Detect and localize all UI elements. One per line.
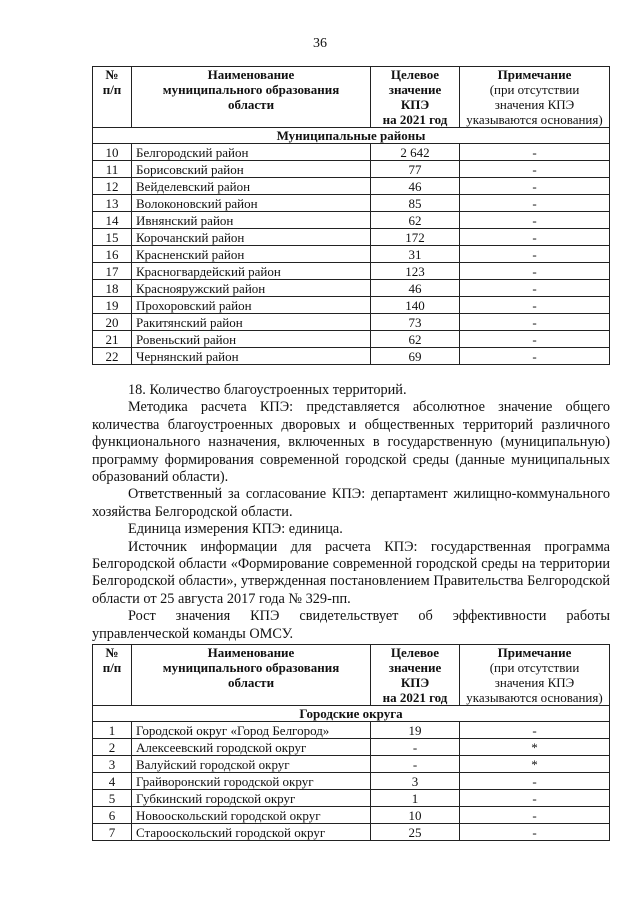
page-number: 36	[313, 36, 327, 51]
header-note-line: указываются основания)	[466, 690, 603, 705]
row-name: Волоконовский район	[132, 195, 371, 212]
row-name: Краснояружский район	[132, 280, 371, 297]
table-row	[93, 722, 610, 739]
row-target-value: 3	[371, 773, 460, 790]
row-name: Прохоровский район	[132, 297, 371, 314]
kpe-description	[92, 382, 610, 643]
row-target-value: 73	[371, 314, 460, 331]
growth-paragraph: Рост значения КПЭ свидетельствует об эффективности работы управленческой команды ОМСУ.	[92, 608, 610, 642]
header-name	[132, 67, 371, 128]
header-num-line: №	[105, 67, 119, 82]
row-target-value: 2 642	[371, 144, 460, 161]
row-target-value: 85	[371, 195, 460, 212]
row-name: Красненский район	[132, 246, 371, 263]
row-note: *	[460, 756, 610, 773]
row-target-value: 46	[371, 280, 460, 297]
row-number: 19	[93, 297, 132, 314]
header-num-line: п/п	[102, 82, 122, 97]
row-name: Корочанский район	[132, 229, 371, 246]
row-number: 5	[93, 790, 132, 807]
row-target-value: 25	[371, 824, 460, 841]
row-target-value: -	[371, 739, 460, 756]
row-target-value: 69	[371, 348, 460, 365]
row-number: 12	[93, 178, 132, 195]
header-num	[93, 67, 132, 128]
row-target-value: 31	[371, 246, 460, 263]
row-number: 15	[93, 229, 132, 246]
header-name-line: муниципального образования	[162, 660, 340, 675]
row-note: -	[460, 297, 610, 314]
row-number: 11	[93, 161, 132, 178]
row-name: Валуйский городской округ	[132, 756, 371, 773]
table-row	[93, 773, 610, 790]
row-number: 7	[93, 824, 132, 841]
row-note: *	[460, 739, 610, 756]
row-number: 4	[93, 773, 132, 790]
header-note-line: указываются основания)	[466, 112, 603, 127]
row-note: -	[460, 144, 610, 161]
row-number: 20	[93, 314, 132, 331]
row-name: Красногвардейский район	[132, 263, 371, 280]
row-number: 21	[93, 331, 132, 348]
row-note: -	[460, 212, 610, 229]
row-number: 3	[93, 756, 132, 773]
row-target-value: -	[371, 756, 460, 773]
header-target-line: КПЭ	[400, 675, 430, 690]
header-target-line: значение	[388, 660, 442, 675]
header-target-line: Целевое	[390, 67, 440, 82]
table-row	[93, 824, 610, 841]
kpe-table-city-districts	[92, 644, 610, 841]
row-note: -	[460, 195, 610, 212]
row-note: -	[460, 348, 610, 365]
row-name: Белгородский район	[132, 144, 371, 161]
row-target-value: 172	[371, 229, 460, 246]
row-target-value: 46	[371, 178, 460, 195]
row-name: Ракитянский район	[132, 314, 371, 331]
header-target	[371, 645, 460, 706]
table-row	[93, 297, 610, 314]
row-note: -	[460, 790, 610, 807]
row-note: -	[460, 280, 610, 297]
table-row	[93, 161, 610, 178]
header-note-line: (при отсутствии	[489, 82, 580, 97]
row-name: Городской округ «Город Белгород»	[132, 722, 371, 739]
table-row	[93, 263, 610, 280]
row-note: -	[460, 229, 610, 246]
header-note	[460, 67, 610, 128]
row-name: Борисовский район	[132, 161, 371, 178]
header-note-line: (при отсутствии	[489, 660, 580, 675]
table-row	[93, 246, 610, 263]
header-target-line: на 2021 год	[382, 112, 448, 127]
unit-paragraph: Единица измерения КПЭ: единица.	[128, 521, 343, 538]
row-name: Новооскольский городской округ	[132, 807, 371, 824]
table-row	[93, 348, 610, 365]
source-paragraph: Источник информации для расчета КПЭ: государственная программа Белгородской области «Формирование современной городской среды на территории Белгородской области», утвержденная постановлением Правительства Белгородской области от 25 августа 2017 года № 329-пп.	[92, 538, 610, 607]
header-num-line: п/п	[102, 660, 122, 675]
table-row	[93, 314, 610, 331]
header-name-line: области	[227, 675, 275, 690]
row-number: 14	[93, 212, 132, 229]
row-name: Старооскольский городской округ	[132, 824, 371, 841]
header-target	[371, 67, 460, 128]
table-body	[93, 144, 610, 365]
row-target-value: 1	[371, 790, 460, 807]
table-row	[93, 144, 610, 161]
header-note-title: Примечание	[497, 67, 572, 82]
table-row	[93, 229, 610, 246]
table-row	[93, 807, 610, 824]
table-row	[93, 195, 610, 212]
row-number: 10	[93, 144, 132, 161]
row-note: -	[460, 824, 610, 841]
section-title: Муниципальные районы	[93, 128, 610, 144]
table-header-row	[93, 645, 610, 706]
row-name: Чернянский район	[132, 348, 371, 365]
table-row	[93, 212, 610, 229]
row-name: Вейделевский район	[132, 178, 371, 195]
row-name: Грайворонский городской округ	[132, 773, 371, 790]
row-number: 1	[93, 722, 132, 739]
row-note: -	[460, 161, 610, 178]
row-note: -	[460, 331, 610, 348]
row-target-value: 62	[371, 331, 460, 348]
row-target-value: 62	[371, 212, 460, 229]
header-name-line: Наименование	[207, 645, 295, 660]
row-number: 13	[93, 195, 132, 212]
header-note-line: значения КПЭ	[494, 675, 575, 690]
kpe-table-municipal-districts	[92, 66, 610, 365]
table-row	[93, 790, 610, 807]
item-heading: 18. Количество благоустроенных территорий.	[128, 382, 407, 398]
header-name-line: области	[227, 97, 275, 112]
row-name: Губкинский городской округ	[132, 790, 371, 807]
section-row	[93, 128, 610, 144]
header-target-line: КПЭ	[400, 97, 430, 112]
row-note: -	[460, 722, 610, 739]
table-header-row	[93, 67, 610, 128]
row-name: Алексеевский городской округ	[132, 739, 371, 756]
row-number: 2	[93, 739, 132, 756]
row-number: 16	[93, 246, 132, 263]
table-row	[93, 739, 610, 756]
section-title: Городские округа	[93, 706, 610, 722]
table-row	[93, 331, 610, 348]
row-note: -	[460, 807, 610, 824]
header-target-line: значение	[388, 82, 442, 97]
row-note: -	[460, 773, 610, 790]
row-name: Ивнянский район	[132, 212, 371, 229]
header-num-line: №	[105, 645, 119, 660]
header-note-title: Примечание	[497, 645, 572, 660]
row-target-value: 19	[371, 722, 460, 739]
header-target-line: на 2021 год	[382, 690, 448, 705]
row-target-value: 10	[371, 807, 460, 824]
section-row	[93, 706, 610, 722]
row-note: -	[460, 314, 610, 331]
row-number: 18	[93, 280, 132, 297]
table-row	[93, 178, 610, 195]
table-row	[93, 756, 610, 773]
table-body	[93, 722, 610, 841]
row-target-value: 140	[371, 297, 460, 314]
header-name-line: Наименование	[207, 67, 295, 82]
header-name-line: муниципального образования	[162, 82, 340, 97]
header-note	[460, 645, 610, 706]
row-note: -	[460, 178, 610, 195]
table-row	[93, 280, 610, 297]
row-number: 17	[93, 263, 132, 280]
row-number: 6	[93, 807, 132, 824]
header-note-line: значения КПЭ	[494, 97, 575, 112]
header-name	[132, 645, 371, 706]
row-target-value: 123	[371, 263, 460, 280]
row-name: Ровеньский район	[132, 331, 371, 348]
header-num	[93, 645, 132, 706]
row-note: -	[460, 246, 610, 263]
row-target-value: 77	[371, 161, 460, 178]
responsible-paragraph: Ответственный за согласование КПЭ: департамент жилищно-коммунального хозяйства Белгородской области.	[92, 486, 610, 520]
row-note: -	[460, 263, 610, 280]
row-number: 22	[93, 348, 132, 365]
header-target-line: Целевое	[390, 645, 440, 660]
methodology-paragraph: Методика расчета КПЭ: представляется абсолютное значение общего количества благоустроенных дворовых и общественных территорий различного функционального назначения, включенных в государственную (муниципальную) программу формирования современной городской среды (данные муниципальных образований области).	[92, 399, 610, 486]
